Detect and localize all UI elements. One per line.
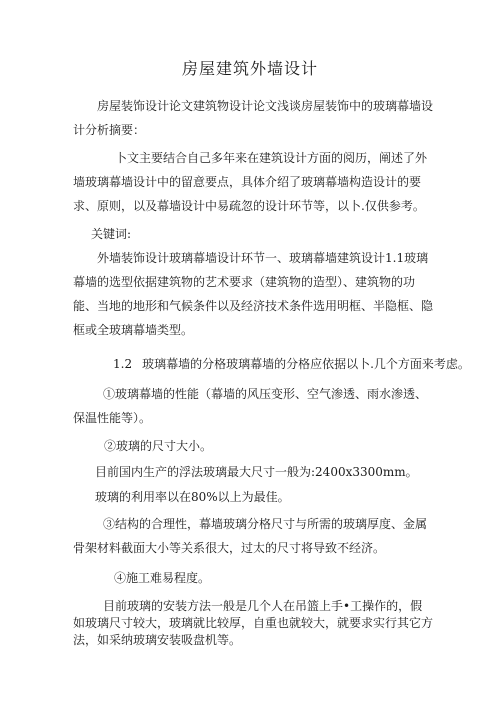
paragraph-item-2: ②玻璃的尺寸大小。 [104, 439, 213, 453]
paragraph-item-4: ④施工难易程度。 [114, 571, 211, 585]
paragraph-abstract: 卜文主要结合自己多年来在建筑设计方面的阅历，阐述了外墙玻璃幕墙设计中的留意要点，具体介绍了玻璃幕墙构造设计的要求、原则，以及幕墙设计中易疏忽的设计环节等，以卜.仅供参考。 [73, 151, 428, 213]
paragraph-section-1: 外墙装饰设计玻璃幕墙设计环节一、玻璃幕墙建筑设计1.1玻璃幕墙的选型依据建筑物的艺术要求（建筑物的造型）、建筑物的功能、当地的地形和气候条件以及经济技术条件选用明框、半隐框、隐框或全玻璃幕墙类型。 [73, 251, 434, 337]
paragraph-keywords-label: 关键词: [91, 227, 132, 241]
paragraph-section-1-2 [113, 352, 473, 376]
document-title: 房屋建筑外墙设计 [181, 59, 318, 78]
paragraph-item-3: ③结构的合理性，幕墙玻璃分格尺寸与所需的玻璃厚度、金属骨架材料截面大小等关系很大，过太的尺寸将导致不经济。 [73, 517, 428, 555]
paragraph-installation: 目前玻璃的安装方法一般是几个人在吊篮上手•工操作的，假如玻璃尺寸较大，玻璃就比较厚，自重也就较大，就要求实行其它方法，如采纳玻璃安装吸盘机等。 [73, 599, 434, 647]
paragraph-item-1: ①玻璃幕墙的性能（幕墙的风压变形、空气渗透、雨水渗透、保温性能等）。 [73, 387, 428, 425]
paragraph-glass-utilization: 玻璃的利用率以在80%以上为最佳。 [95, 490, 290, 504]
paragraph-abstract-heading: 房屋装饰设计论文建筑物设计论文浅谈房屋装饰中的玻璃幕墙设计分析摘要： [73, 99, 434, 137]
section-number: 1.2 [113, 357, 133, 371]
paragraph-glass-size: 目前国内生产的浮法玻璃最大尺寸一般为:2400x3300mm。 [95, 465, 418, 479]
section-heading-text: 玻璃幕墙的分格玻璃幕墙的分格应依据以卜.几个方面来考虑。 [142, 357, 470, 371]
